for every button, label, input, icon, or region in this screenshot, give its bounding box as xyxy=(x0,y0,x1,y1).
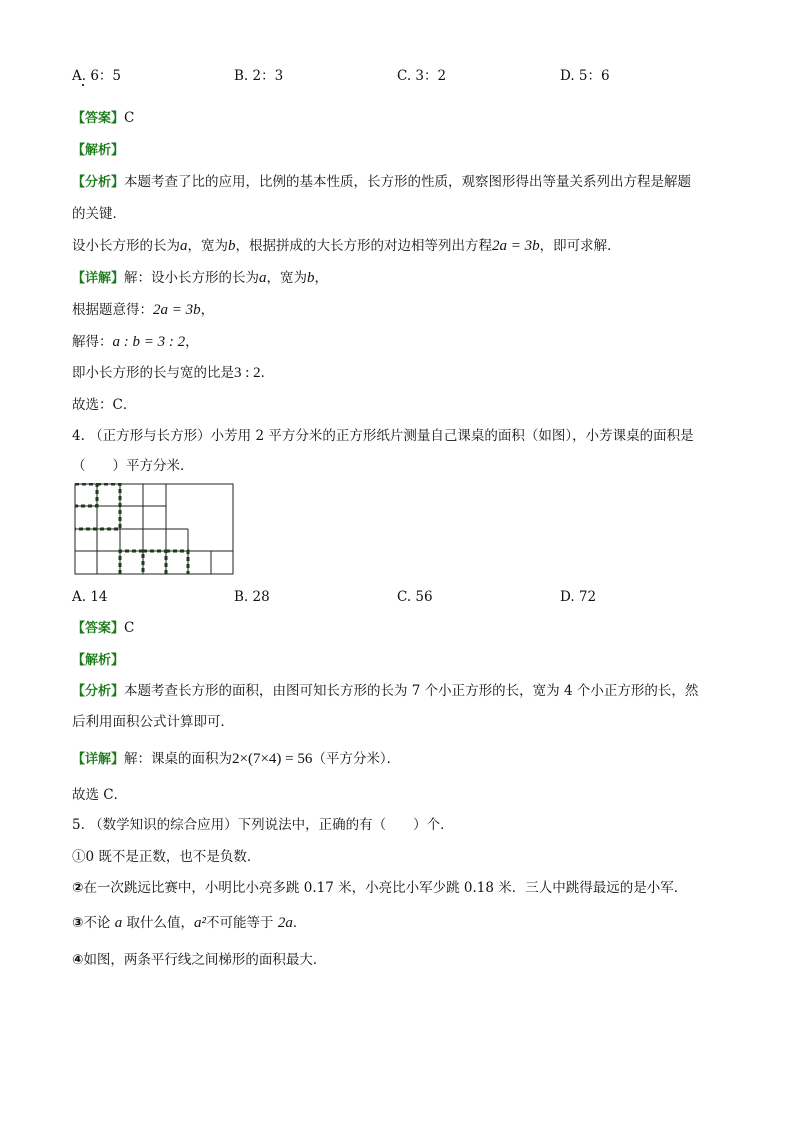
setup-text: 设小长方形的长为 xyxy=(72,238,180,254)
answer-tag: 【答案】 xyxy=(72,111,125,126)
dashed-square xyxy=(120,551,143,574)
fenxi-tag: 【分析】 xyxy=(72,175,125,190)
answer-value: C xyxy=(124,620,135,636)
q4-choose: 故选 C． xyxy=(72,787,128,803)
statement-text: 0 既不是正数，也不是负数． xyxy=(85,849,261,865)
detail-tag: 【详解】 xyxy=(72,271,125,286)
q5-statement-2 xyxy=(72,878,687,898)
var-a: a xyxy=(180,238,188,254)
step-text: 即小长方形的长与宽的比是 xyxy=(72,365,234,381)
q4-option-b: B. 28 xyxy=(234,589,270,605)
step-text: 解得： xyxy=(72,334,113,350)
setup-text: ，宽为 xyxy=(187,238,228,254)
q4-answer xyxy=(72,618,134,639)
q4-option-a: A. 14 xyxy=(72,589,108,605)
detail-text: ，宽为 xyxy=(266,270,308,286)
equation: 2a = 3b xyxy=(492,238,540,254)
var-b: b xyxy=(228,238,236,254)
q3-detail-line xyxy=(72,268,328,289)
area-formula: 2×(7×4) = 56 xyxy=(232,751,313,767)
q4-fenxi-line1 xyxy=(72,681,698,702)
dashed-square xyxy=(143,551,166,574)
q3-answer xyxy=(72,108,134,129)
statement-text: 取什么值， xyxy=(126,915,195,931)
setup-text: ，即可求解． xyxy=(539,238,621,254)
desk-grid-figure xyxy=(74,483,236,577)
q5-statement-4 xyxy=(72,950,326,970)
q3-option-d: D. 5：6 xyxy=(560,68,610,84)
step-text: 根据题意得： xyxy=(72,302,153,318)
circled-number: ④ xyxy=(72,952,84,968)
q3-option-b: B. 2：3 xyxy=(234,68,284,84)
fenxi-text: 本题考查长方形的面积，由图可知长方形的长为 7 个小正方形的长，宽为 4 个小正方形的长，然 xyxy=(124,683,699,699)
q3-step1 xyxy=(72,300,214,320)
a-squared: a² xyxy=(194,915,207,931)
statement-text: 在一次跳远比赛中，小明比小亮多跳 0.17 米，小亮比小军少跳 0.18 米．三人中跳得最远的是小军． xyxy=(83,880,688,896)
q3-option-a: A. 6：5 xyxy=(72,68,122,84)
var-a: a xyxy=(114,915,123,931)
circled-number: ① xyxy=(72,849,86,865)
ratio-equation: a : b = 3 : 2 xyxy=(112,334,186,350)
step-text: ． xyxy=(260,365,275,381)
detail-text: 解：设小长方形的长为 xyxy=(124,270,260,286)
analysis-tag: 【解析】 xyxy=(72,653,125,668)
q3-analysis-heading xyxy=(72,140,124,161)
fenxi-text: 本题考查了比的应用，比例的基本性质，长方形的性质，观察图形得出等量关系列出方程是解题 xyxy=(124,174,692,190)
detail-text: （平方分米）． xyxy=(312,751,401,767)
q3-choose: 故选：C． xyxy=(72,397,137,413)
q4-stem-line1: 4. （正方形与长方形）小芳用 2 平方分米的正方形纸片测量自己课桌的面积（如图），小芳课桌的面积是 xyxy=(72,428,694,444)
statement-text: 不论 xyxy=(83,915,111,931)
detail-text: ， xyxy=(314,270,329,286)
q3-step3 xyxy=(72,363,274,383)
q4-option-d: D. 72 xyxy=(560,589,597,605)
equation: 2a = 3b xyxy=(153,302,201,318)
q4-fenxi-line2: 后利用面积公式计算即可． xyxy=(72,714,234,730)
q4-analysis-heading xyxy=(72,650,124,671)
step-text: ， xyxy=(185,334,199,350)
detail-text: 解：课桌的面积为 xyxy=(124,751,233,767)
detail-tag: 【详解】 xyxy=(72,752,125,767)
q5-stem: 5. （数学知识的综合应用）下列说法中，正确的有（ ）个． xyxy=(72,817,454,833)
dashed-square xyxy=(75,484,97,506)
q4-stem-line2: （ ）平方分米． xyxy=(72,458,194,474)
circled-number: ③ xyxy=(72,915,84,931)
dashed-square xyxy=(166,551,188,574)
statement-text: 不可能等于 xyxy=(206,915,274,931)
ratio-value: 3 : 2 xyxy=(234,365,261,381)
q3-step2 xyxy=(72,332,199,352)
var-a: a xyxy=(259,270,267,286)
step-text: ， xyxy=(200,302,215,318)
q5-statement-3 xyxy=(72,913,306,933)
circled-number: ② xyxy=(72,880,84,896)
q3-fenxi-line1 xyxy=(72,172,691,193)
q3-fenxi-line2: 的关键． xyxy=(72,206,126,222)
fenxi-tag: 【分析】 xyxy=(72,684,125,699)
statement-text: ． xyxy=(292,915,307,931)
q3-setup-line xyxy=(72,236,621,256)
answer-value: C xyxy=(124,110,135,126)
q4-option-c: C. 56 xyxy=(397,589,433,605)
answer-tag: 【答案】 xyxy=(72,621,125,636)
analysis-tag: 【解析】 xyxy=(72,143,125,158)
q5-statement-1 xyxy=(72,847,260,867)
q3-option-c: C. 3：2 xyxy=(397,68,447,84)
var-b: b xyxy=(307,270,315,286)
setup-text: ，根据拼成的大长方形的对边相等列出方程 xyxy=(235,238,492,254)
statement-text: 如图，两条平行线之间梯形的面积最大． xyxy=(83,952,327,968)
two-a: 2a xyxy=(277,915,293,931)
q4-detail-line xyxy=(72,749,400,770)
